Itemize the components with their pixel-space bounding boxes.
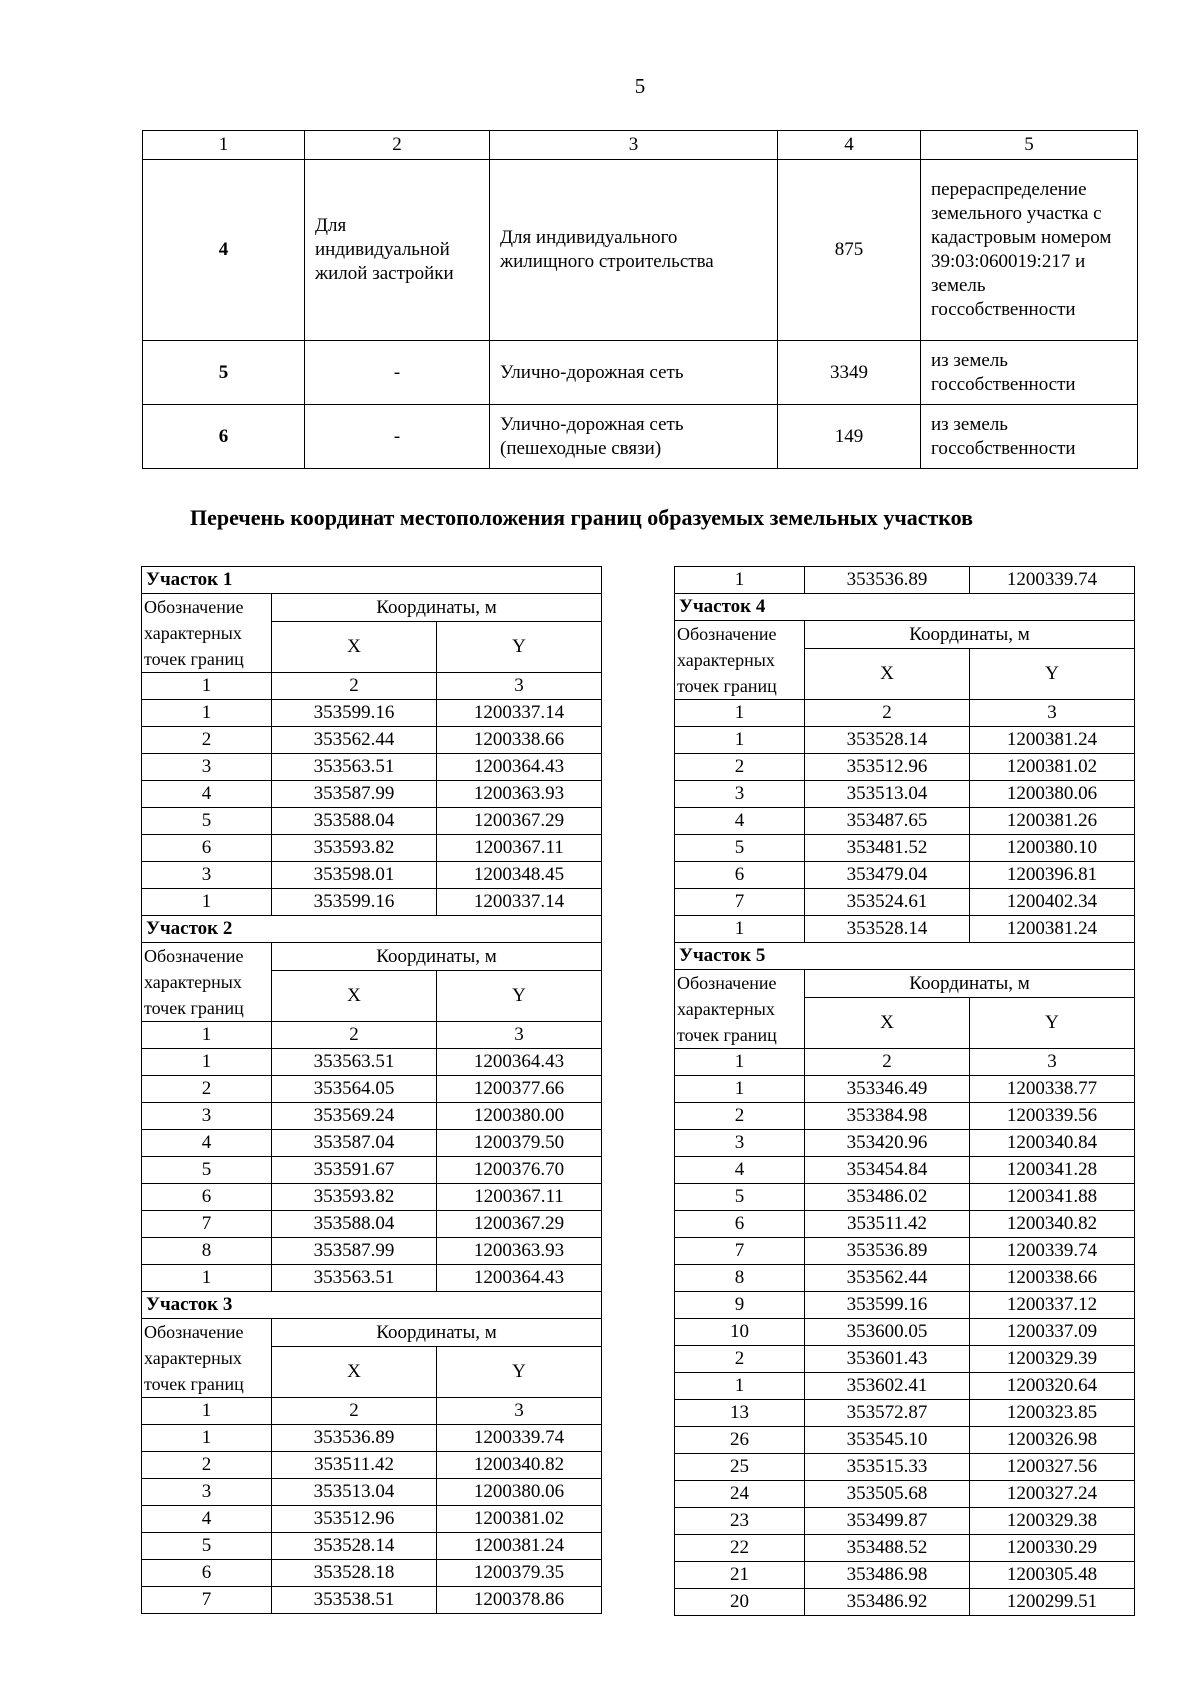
point-number: 1 [675,1076,805,1103]
x-coordinate: 353499.87 [805,1508,970,1535]
point-number: 2 [675,1346,805,1373]
y-coordinate: 1200340.84 [970,1130,1135,1157]
y-coordinate: 1200330.29 [970,1535,1135,1562]
x-label: X [272,622,437,673]
table-row [142,1184,602,1211]
point-number: 2 [675,754,805,781]
y-label: Y [437,971,602,1022]
x-coordinate: 353599.16 [805,1292,970,1319]
x-coordinate: 353488.52 [805,1535,970,1562]
table-row [675,754,1135,781]
x-coordinate: 353487.65 [805,808,970,835]
table-row [142,1425,602,1452]
plot-title: Участок 1 [142,567,602,594]
coord-number-row [675,1049,1135,1076]
table-row [142,1049,602,1076]
table-row [675,808,1135,835]
point-number: 6 [142,1560,272,1587]
column-number: 2 [272,673,437,700]
y-coordinate: 1200381.02 [437,1506,602,1533]
y-coordinate: 1200379.50 [437,1130,602,1157]
table-row [675,1373,1135,1400]
table-row [142,835,602,862]
x-label: X [272,971,437,1022]
point-number: 3 [675,781,805,808]
table-row [142,727,602,754]
y-coordinate: 1200378.86 [437,1587,602,1614]
y-coordinate: 1200340.82 [437,1452,602,1479]
coordinates-heading: Перечень координат местоположения границ образуемых земельных участков [190,505,974,530]
source-cell: из земель госсобственности [921,405,1138,469]
coord-number-row [142,673,602,700]
y-coordinate: 1200339.74 [970,567,1135,594]
point-number: 1 [675,567,805,594]
designation-label: Обозначение характерных точек границ [142,943,272,1022]
y-coordinate: 1200380.06 [970,781,1135,808]
y-coordinate: 1200380.10 [970,835,1135,862]
column-number: 2 [805,700,970,727]
table-row [675,567,1135,594]
y-coordinate: 1200338.66 [437,727,602,754]
point-number: 5 [675,1184,805,1211]
x-coordinate: 353569.24 [272,1103,437,1130]
point-number: 9 [675,1292,805,1319]
plot-title: Участок 5 [675,943,1135,970]
x-coordinate: 353513.04 [805,781,970,808]
use-cell: Улично-дорожная сеть (пешеходные связи) [490,405,778,469]
x-coordinate: 353524.61 [805,889,970,916]
y-coordinate: 1200363.93 [437,781,602,808]
x-coordinate: 353588.04 [272,808,437,835]
plot-title-row [675,943,1135,970]
column-number: 3 [437,1022,602,1049]
x-coordinate: 353515.33 [805,1454,970,1481]
table-row [675,889,1135,916]
coordinates-label: Координаты, м [805,621,1135,649]
y-coordinate: 1200320.64 [970,1373,1135,1400]
table-row [675,1103,1135,1130]
table-row [142,754,602,781]
point-number: 8 [142,1238,272,1265]
x-coordinate: 353528.14 [272,1533,437,1560]
point-number: 6 [675,862,805,889]
x-coordinate: 353536.89 [805,1238,970,1265]
table-row [142,1157,602,1184]
y-coordinate: 1200396.81 [970,862,1135,889]
x-coordinate: 353599.16 [272,700,437,727]
table-row [675,1481,1135,1508]
coord-header-row [142,943,602,971]
header-cell: 1 [143,131,305,160]
point-number: 4 [675,1157,805,1184]
table-row [675,781,1135,808]
point-number: 6 [142,835,272,862]
table-row [675,1157,1135,1184]
y-coordinate: 1200329.38 [970,1508,1135,1535]
point-number: 1 [142,1425,272,1452]
point-number: 4 [142,1506,272,1533]
point-number: 2 [142,1076,272,1103]
x-coordinate: 353591.67 [272,1157,437,1184]
x-coordinate: 353562.44 [272,727,437,754]
table-row [675,727,1135,754]
y-coordinate: 1200379.35 [437,1560,602,1587]
use-cell: Для индивидуального жилищного строительства [490,160,778,341]
y-coordinate: 1200364.43 [437,1265,602,1292]
x-coordinate: 353564.05 [272,1076,437,1103]
y-coordinate: 1200327.56 [970,1454,1135,1481]
y-coordinate: 1200337.14 [437,700,602,727]
land-plots-table [142,130,1138,469]
table-row [142,700,602,727]
x-coordinate: 353528.14 [805,916,970,943]
x-coordinate: 353563.51 [272,1049,437,1076]
table-row [675,916,1135,943]
coordinates-label: Координаты, м [272,594,602,622]
coord-header-row [675,970,1135,998]
column-number: 1 [142,673,272,700]
point-number: 3 [142,1479,272,1506]
x-coordinate: 353454.84 [805,1157,970,1184]
designation-label: Обозначение характерных точек границ [142,1319,272,1398]
x-coordinate: 353587.99 [272,1238,437,1265]
coord-number-row [142,1398,602,1425]
y-coordinate: 1200341.88 [970,1184,1135,1211]
x-coordinate: 353545.10 [805,1427,970,1454]
column-number: 1 [675,700,805,727]
point-number: 22 [675,1535,805,1562]
y-coordinate: 1200299.51 [970,1589,1135,1616]
table-row [142,1265,602,1292]
y-coordinate: 1200364.43 [437,754,602,781]
zone-cell: - [305,341,490,405]
source-cell: из земель госсобственности [921,341,1138,405]
y-coordinate: 1200380.00 [437,1103,602,1130]
x-coordinate: 353563.51 [272,754,437,781]
x-coordinate: 353511.42 [805,1211,970,1238]
y-coordinate: 1200381.24 [437,1533,602,1560]
y-coordinate: 1200326.98 [970,1427,1135,1454]
table-row [675,1319,1135,1346]
point-number: 1 [142,1265,272,1292]
table-row [675,1211,1135,1238]
y-coordinate: 1200338.66 [970,1265,1135,1292]
table-row [142,1587,602,1614]
table-row [142,1479,602,1506]
point-number: 21 [675,1562,805,1589]
x-coordinate: 353505.68 [805,1481,970,1508]
y-coordinate: 1200381.24 [970,916,1135,943]
y-coordinate: 1200367.29 [437,808,602,835]
x-coordinate: 353572.87 [805,1400,970,1427]
coordinates-label: Координаты, м [272,943,602,971]
point-number: 7 [675,1238,805,1265]
point-number: 13 [675,1400,805,1427]
plot-title-row [675,594,1135,621]
coord-number-row [675,700,1135,727]
x-coordinate: 353486.02 [805,1184,970,1211]
y-coordinate: 1200338.77 [970,1076,1135,1103]
point-number: 24 [675,1481,805,1508]
column-number: 1 [142,1022,272,1049]
table-row [675,1400,1135,1427]
point-number: 2 [142,727,272,754]
coord-header-row [142,1319,602,1347]
point-number: 5 [142,1533,272,1560]
point-number: 1 [675,727,805,754]
x-coordinate: 353587.99 [272,781,437,808]
table-row [675,1562,1135,1589]
y-coordinate: 1200381.24 [970,727,1135,754]
plot-title: Участок 3 [142,1292,602,1319]
x-coordinate: 353486.92 [805,1589,970,1616]
point-number: 5 [142,1157,272,1184]
point-number: 2 [142,1452,272,1479]
source-cell: перераспределение земельного участка с кадастровым номером 39:03:060019:217 и земель госсобственности [921,160,1138,341]
y-coordinate: 1200327.24 [970,1481,1135,1508]
y-coordinate: 1200381.26 [970,808,1135,835]
point-number: 1 [142,1049,272,1076]
point-number: 6 [142,1184,272,1211]
plot-number: 4 [143,160,305,341]
table-row [143,405,1138,469]
x-coordinate: 353538.51 [272,1587,437,1614]
column-number: 2 [272,1022,437,1049]
table-row [142,1076,602,1103]
x-coordinate: 353346.49 [805,1076,970,1103]
x-coordinate: 353563.51 [272,1265,437,1292]
point-number: 1 [142,889,272,916]
table-row [675,1346,1135,1373]
y-coordinate: 1200337.14 [437,889,602,916]
y-coordinate: 1200339.74 [970,1238,1135,1265]
table-row [675,1238,1135,1265]
y-coordinate: 1200364.43 [437,1049,602,1076]
y-coordinate: 1200337.12 [970,1292,1135,1319]
column-number: 1 [675,1049,805,1076]
column-number: 3 [970,1049,1135,1076]
plot-title: Участок 4 [675,594,1135,621]
x-coordinate: 353593.82 [272,835,437,862]
x-coordinate: 353600.05 [805,1319,970,1346]
y-coordinate: 1200339.74 [437,1425,602,1452]
y-label: Y [970,998,1135,1049]
header-cell: 3 [490,131,778,160]
plot-title-row [142,567,602,594]
plot-title-row [142,1292,602,1319]
zone-cell: Для индивидуальной жилой застройки [305,160,490,341]
point-number: 1 [675,1373,805,1400]
designation-label: Обозначение характерных точек границ [142,594,272,673]
table-row [675,1454,1135,1481]
table-row [142,1130,602,1157]
point-number: 7 [142,1211,272,1238]
point-number: 4 [675,808,805,835]
y-coordinate: 1200381.02 [970,754,1135,781]
x-label: X [805,649,970,700]
x-coordinate: 353512.96 [805,754,970,781]
designation-label: Обозначение характерных точек границ [675,970,805,1049]
table-row [675,1508,1135,1535]
table-row [142,1560,602,1587]
coordinates-label: Координаты, м [272,1319,602,1347]
coord-header-row [142,594,602,622]
table-row [142,1238,602,1265]
coordinates-table-right [674,566,1135,1616]
point-number: 8 [675,1265,805,1292]
plot-title-row [142,916,602,943]
table-row [675,1184,1135,1211]
column-number: 3 [437,673,602,700]
zone-cell: - [305,405,490,469]
table-row [142,781,602,808]
area-cell: 3349 [778,341,921,405]
column-number: 1 [142,1398,272,1425]
column-number: 2 [805,1049,970,1076]
table-header-row [143,131,1138,160]
y-coordinate: 1200340.82 [970,1211,1135,1238]
table-row [675,835,1135,862]
y-coordinate: 1200380.06 [437,1479,602,1506]
point-number: 7 [142,1587,272,1614]
coord-header-row [675,621,1135,649]
table-row [142,1506,602,1533]
table-row [675,862,1135,889]
table-row [142,862,602,889]
header-cell: 4 [778,131,921,160]
table-row [675,1535,1135,1562]
point-number: 6 [675,1211,805,1238]
area-cell: 875 [778,160,921,341]
designation-label: Обозначение характерных точек границ [675,621,805,700]
column-number: 3 [970,700,1135,727]
x-coordinate: 353479.04 [805,862,970,889]
point-number: 1 [142,700,272,727]
point-number: 25 [675,1454,805,1481]
header-cell: 2 [305,131,490,160]
point-number: 2 [675,1103,805,1130]
y-label: Y [970,649,1135,700]
y-coordinate: 1200377.66 [437,1076,602,1103]
x-coordinate: 353536.89 [272,1425,437,1452]
table-row [142,1103,602,1130]
x-coordinate: 353486.98 [805,1562,970,1589]
table-row [675,1076,1135,1103]
header-cell: 5 [921,131,1138,160]
x-coordinate: 353562.44 [805,1265,970,1292]
y-coordinate: 1200329.39 [970,1346,1135,1373]
point-number: 3 [675,1130,805,1157]
plot-title: Участок 2 [142,916,602,943]
x-coordinate: 353599.16 [272,889,437,916]
point-number: 23 [675,1508,805,1535]
point-number: 3 [142,754,272,781]
point-number: 4 [142,781,272,808]
coord-number-row [142,1022,602,1049]
column-number: 2 [272,1398,437,1425]
point-number: 20 [675,1589,805,1616]
table-row [142,808,602,835]
y-coordinate: 1200305.48 [970,1562,1135,1589]
plot-number: 5 [143,341,305,405]
y-coordinate: 1200337.09 [970,1319,1135,1346]
table-row [142,1211,602,1238]
table-row [675,1130,1135,1157]
table-row [142,1452,602,1479]
page-number: 5 [634,74,646,98]
point-number: 1 [675,916,805,943]
y-coordinate: 1200367.11 [437,835,602,862]
column-number: 3 [437,1398,602,1425]
x-coordinate: 353601.43 [805,1346,970,1373]
x-coordinate: 353384.98 [805,1103,970,1130]
x-coordinate: 353513.04 [272,1479,437,1506]
y-coordinate: 1200341.28 [970,1157,1135,1184]
table-row [675,1589,1135,1616]
point-number: 10 [675,1319,805,1346]
table-row [142,889,602,916]
y-coordinate: 1200376.70 [437,1157,602,1184]
table-row [142,1533,602,1560]
x-coordinate: 353602.41 [805,1373,970,1400]
point-number: 26 [675,1427,805,1454]
point-number: 4 [142,1130,272,1157]
x-coordinate: 353536.89 [805,567,970,594]
y-coordinate: 1200402.34 [970,889,1135,916]
table-row [675,1427,1135,1454]
table-row [143,160,1138,341]
coordinates-label: Координаты, м [805,970,1135,998]
y-coordinate: 1200348.45 [437,862,602,889]
area-cell: 149 [778,405,921,469]
x-coordinate: 353528.14 [805,727,970,754]
x-coordinate: 353511.42 [272,1452,437,1479]
table-row [143,341,1138,405]
x-coordinate: 353587.04 [272,1130,437,1157]
y-coordinate: 1200363.93 [437,1238,602,1265]
x-coordinate: 353593.82 [272,1184,437,1211]
point-number: 5 [675,835,805,862]
x-label: X [272,1347,437,1398]
x-coordinate: 353588.04 [272,1211,437,1238]
y-coordinate: 1200367.11 [437,1184,602,1211]
point-number: 3 [142,862,272,889]
x-coordinate: 353512.96 [272,1506,437,1533]
point-number: 5 [142,808,272,835]
x-coordinate: 353420.96 [805,1130,970,1157]
use-cell: Улично-дорожная сеть [490,341,778,405]
y-coordinate: 1200367.29 [437,1211,602,1238]
y-label: Y [437,1347,602,1398]
x-coordinate: 353598.01 [272,862,437,889]
plot-number: 6 [143,405,305,469]
coordinates-table-left [141,566,602,1614]
point-number: 3 [142,1103,272,1130]
y-label: Y [437,622,602,673]
y-coordinate: 1200339.56 [970,1103,1135,1130]
y-coordinate: 1200323.85 [970,1400,1135,1427]
table-row [675,1265,1135,1292]
point-number: 7 [675,889,805,916]
x-label: X [805,998,970,1049]
x-coordinate: 353528.18 [272,1560,437,1587]
table-row [675,1292,1135,1319]
x-coordinate: 353481.52 [805,835,970,862]
